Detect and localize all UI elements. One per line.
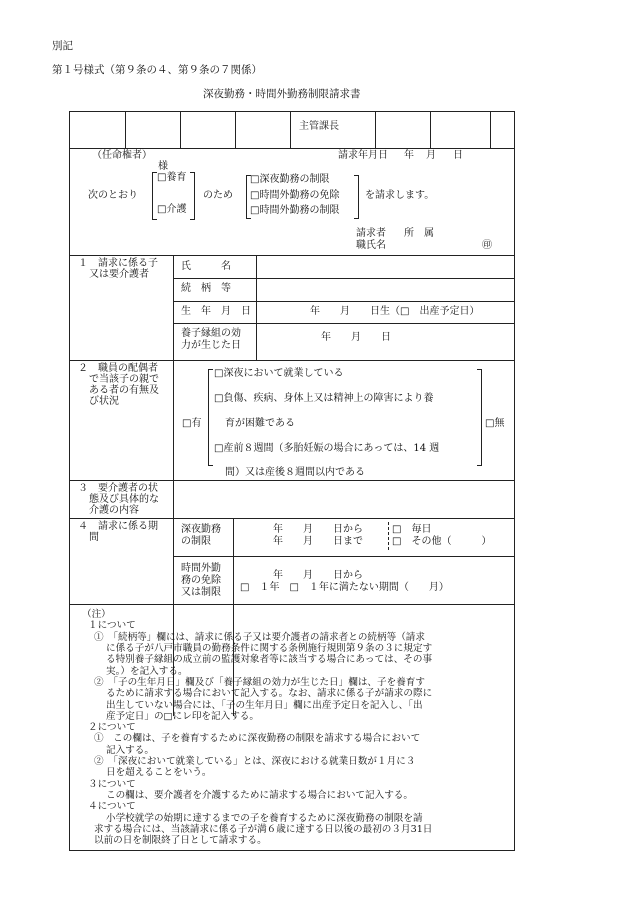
- note-heading-1: １について: [88, 620, 136, 632]
- care-nursing-checkbox[interactable]: □介護: [157, 204, 187, 215]
- night-limit-label-line2: の制限: [181, 536, 211, 547]
- notes-section: [82, 609, 506, 847]
- section2-label-line2: で当該子の親で: [89, 374, 159, 385]
- section2-label-line1: ２ 職員の配偶者: [78, 363, 158, 374]
- note-2-2-line1: ② 「深夜において就業している」とは、深夜における就業日数が１月に３: [94, 756, 416, 768]
- supervisor-label: 主管課長: [299, 121, 339, 132]
- note-heading-4: ４について: [88, 801, 136, 813]
- note-4-line2: 求する場合には、当該請求に係る子が満６歳に達する日以後の最初の３月31日: [94, 823, 433, 835]
- spouse-night-work-option[interactable]: □深夜において就業している: [214, 368, 344, 379]
- section2-label-line4: び状況: [89, 396, 119, 407]
- note-2-1-line1: ① この欄は、子を養育するために深夜勤務の制限を請求する場合において: [94, 733, 421, 745]
- night-limit-label-line1: 深夜勤務: [181, 524, 221, 535]
- sama-label: 様: [158, 161, 168, 172]
- request-date-label: 請求年月日: [338, 150, 388, 161]
- spouse-birth-option-line2: 間）又は産後８週間以内である: [225, 467, 365, 478]
- seal-mark: ㊞: [482, 240, 492, 251]
- spouse-illness-option-line1[interactable]: □負傷、疾病、身体上又は精神上の障害により養: [214, 393, 434, 404]
- form-number: 第１号様式（第９条の４、第９条の７関係）: [52, 64, 262, 76]
- note-3-line1: この欄は、要介護者を介護するために請求する場合において記入する。: [106, 790, 413, 801]
- request-month: 月: [426, 150, 436, 161]
- request-year: 年: [404, 150, 414, 161]
- document-title: 深夜勤務・時間外勤務制限請求書: [203, 88, 361, 100]
- note-heading-2: ２について: [88, 722, 136, 734]
- annex-label: 別記: [52, 40, 73, 52]
- spouse-no-checkbox[interactable]: □無: [485, 418, 505, 429]
- relation-label: 続 柄 等: [181, 283, 231, 294]
- night-from-date: 年 月 日から: [273, 524, 363, 535]
- every-day-checkbox[interactable]: □ 毎日: [392, 524, 432, 535]
- care-child-checkbox[interactable]: □養育: [157, 172, 187, 183]
- note-1-1-line1: ① 「続柄等」欄には、請求に係る子又は要介護者の請求者との続柄等（請求: [94, 631, 425, 643]
- for-purpose-label: のため: [203, 190, 233, 201]
- section3-label-line1: ３ 要介護者の状: [78, 483, 158, 494]
- affiliation-label: 所 属: [404, 228, 434, 239]
- as-follows-label: 次のとおり: [88, 190, 138, 201]
- note-1-1-line3: る特別養子縁組の成立前の監護対象者等に該当する場合にあっては、その事: [106, 654, 433, 666]
- position-name-label: 職氏名: [356, 240, 386, 251]
- adopt-label-line2: 力が生じた日: [181, 340, 241, 351]
- note-1-1-line4: 実。）を記入する。: [106, 665, 188, 677]
- request-day: 日: [453, 150, 463, 161]
- adopt-value: 年 月 日: [321, 332, 391, 343]
- note-2-2-line2: 日を超えることをいう。: [106, 767, 212, 779]
- note-1-2-line1: ② 「子の生年月日」欄及び「養子縁組の効力が生じた日」欄は、子を養育す: [94, 676, 425, 688]
- section1-label-line2: 又は要介護者: [89, 269, 149, 280]
- section4-label-line1: ４ 請求に係る期: [78, 521, 158, 532]
- overtime-period-options[interactable]: □ １年 □ １年に満たない期間（ 月）: [240, 582, 449, 593]
- note-1-2-line3: 出生していない場合には、「子の生年月日」欄に出産予定日を記入し、「出: [106, 699, 423, 711]
- overtime-label-line1: 時間外勤: [181, 563, 221, 574]
- limit-night-checkbox[interactable]: □深夜勤務の制限: [250, 174, 330, 185]
- request-form: [69, 111, 515, 851]
- note-1-2-line4: 産予定日」の□にレ印を記入する。: [106, 710, 259, 722]
- note-1-2-line2: るために請求する場合において記入する。なお、請求に係る子が請求の際に: [106, 688, 433, 700]
- spouse-yes-checkbox[interactable]: □有: [182, 418, 202, 429]
- section1-label-line1: １ 請求に係る子: [78, 258, 158, 269]
- name-label: 氏 名: [181, 261, 231, 272]
- exempt-overtime-checkbox[interactable]: □時間外勤務の免除: [250, 190, 340, 201]
- overtime-label-line3: 又は制限: [181, 587, 221, 598]
- section3-label-line2: 態及び具体的な: [89, 494, 159, 505]
- note-2-1-line2: 記入する。: [106, 744, 154, 756]
- note-4-line3: 以前の日を制限終了日として請求する。: [94, 835, 267, 847]
- note-heading-3: ３について: [88, 778, 136, 790]
- note-1-1-line2: に係る子が八戸市職員の勤務条件に関する条例施行規則第９条の３に規定す: [106, 642, 433, 654]
- section3-label-line3: 介護の内容: [89, 505, 139, 516]
- limit-overtime-checkbox[interactable]: □時間外勤務の制限: [250, 205, 340, 216]
- section2-label-line3: ある者の有無及: [89, 385, 159, 396]
- request-end-label: を請求します。: [365, 190, 435, 201]
- requester-label: 請求者: [356, 228, 386, 239]
- section4-label-line2: 間: [89, 532, 99, 543]
- overtime-from-date: 年 月 日から: [273, 570, 363, 581]
- other-checkbox[interactable]: □ その他（ ）: [392, 536, 492, 547]
- notes-heading: （注）: [82, 609, 111, 620]
- birth-value: 年 月 日生（□ 出産予定日）: [310, 306, 480, 317]
- spouse-illness-option-line2: 育が困難である: [225, 418, 295, 429]
- night-to-date: 年 月 日まで: [273, 536, 363, 547]
- authority-label: （任命権者）: [92, 150, 152, 161]
- note-4-line1: 小学校就学の始期に達するまでの子を養育するために深夜勤務の制限を請: [106, 812, 423, 824]
- birth-label: 生 年 月 日: [181, 306, 251, 317]
- overtime-label-line2: 務の免除: [181, 575, 221, 586]
- spouse-birth-option-line1[interactable]: □産前８週間（多胎妊娠の場合にあっては、14 週: [214, 443, 440, 454]
- adopt-label-line1: 養子縁組の効: [181, 328, 241, 339]
